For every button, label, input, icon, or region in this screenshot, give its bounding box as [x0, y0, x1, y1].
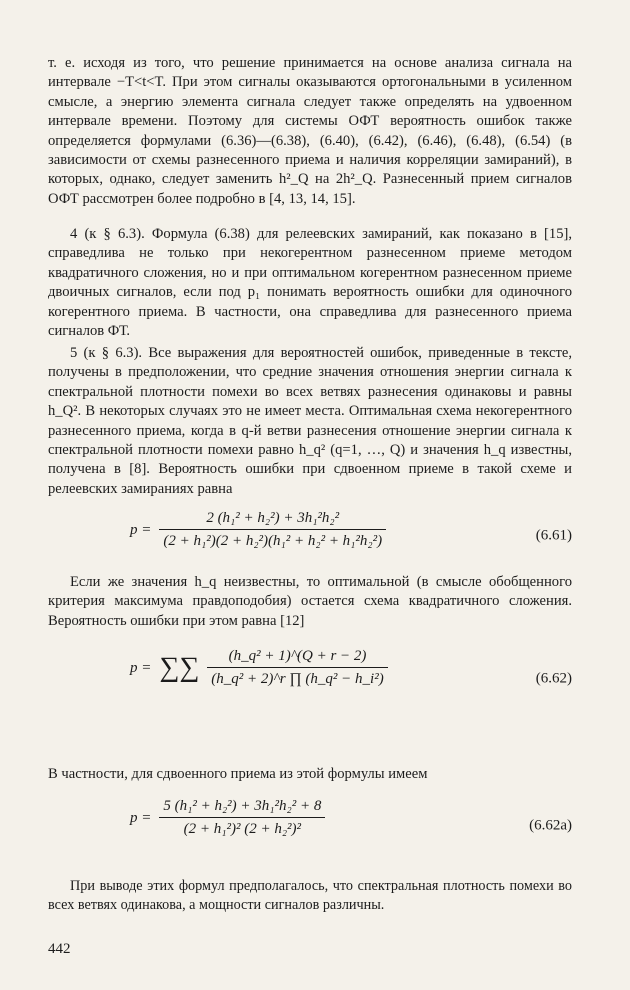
equation-lhs: p = [130, 521, 152, 538]
double-sum-symbol: ∑∑ [159, 652, 200, 683]
fraction-numerator: 5 (h₁² + h₂²) + 3h₁²h₂² + 8 [163, 798, 322, 814]
equation-number: (6.62) [535, 670, 572, 687]
fraction-numerator: (h_q² + 1)^(Q + r − 2) [228, 648, 367, 664]
paragraph-note-4: 4 (к § 6.3). Формула (6.38) для релеевских замираний, как показано в [15], справедлива не только при некогерентном разнесенном приеме методом квадратичного сложения, но и при оптимальном когерентном разнесенном приеме двоичных сигналов, если под p₁ понимать вероятность ошибки для одиночного когерентного приема. В частности, она справедлива для разнесенного приема сигналов ФТ. [48, 226, 572, 340]
equation-6-62 [130, 648, 572, 710]
equation-number: (6.62a) [529, 817, 572, 834]
paragraph-unknown-hq: Если же значения h_q неизвестны, то оптимальной (в смысле обобщенного критерия максимума правдоподобия) остается схема квадратичного сложения. Вероятность ошибки при этом равна [12] [48, 574, 572, 629]
page-number: 442 [48, 941, 71, 957]
fraction [207, 648, 387, 688]
fraction-denominator: (h_q² + 2)^r ∏ (h_q² − h_i²) [211, 671, 384, 687]
paragraph-assumption: При выводе этих формул предполагалось, что спектральная плотность помехи во всех ветвях одинакова, а мощности сигналов различны. [48, 878, 572, 914]
paragraph-continuation: т. е. исходя из того, что решение принимается на основе анализа сигнала на интервале −T<t<T. При этом сигналы оказываются ортогональными в усиленном смысле, а энергию элемента сигнала следует также определять на удвоенном интервале времени. Поэтому для системы ОФТ вероятность ошибок также определяется формулами (6.36)—(6.38), (6.40), (6.42), (6.46), (6.48), (6.54) (в зависимости от схемы разнесенного приема и наличия корреляции замираний), в которых, однако, следует заменить h²_Q на 2h²_Q. Разнесенный прием сигналов ОФТ рассмотрен более подробно в [4, 13, 14, 15]. [48, 55, 572, 207]
fraction [159, 510, 386, 550]
paragraph-special-case: В частности, для сдвоенного приема из этой формулы имеем [48, 766, 428, 782]
equation-number: (6.61) [535, 527, 572, 544]
fraction-denominator: (2 + h₁²)² (2 + h₂²)² [183, 821, 302, 837]
fraction-numerator: 2 (h₁² + h₂²) + 3h₁²h₂² [206, 510, 340, 526]
equation-6-61 [130, 510, 572, 562]
equation-lhs: p = [130, 809, 152, 826]
fraction-denominator: (2 + h₁²)(2 + h₂²)(h₁² + h₂² + h₁²h₂²) [163, 533, 383, 549]
fraction [159, 798, 325, 838]
equation-lhs: p = [130, 659, 152, 676]
equation-6-62a [130, 798, 572, 854]
paragraph-note-5: 5 (к § 6.3). Все выражения для вероятностей ошибок, приведенные в тексте, получены в предположении, что средние значения отношения энергии сигнала к спектральной плотности помехи во всех ветвях разнесения одинаковы и равны h_Q². В некоторых случаях это не имеет места. Оптимальная схема некогерентного разнесенного приема, когда в q-й ветви разнесения отношение энергии сигнала к спектральной плотности помехи равно h_q² (q=1, …, Q) и значения h_q известны, получена в [8]. Вероятность ошибки при сдвоенном приеме в такой схеме и релеевских замираниях равна [48, 345, 572, 497]
